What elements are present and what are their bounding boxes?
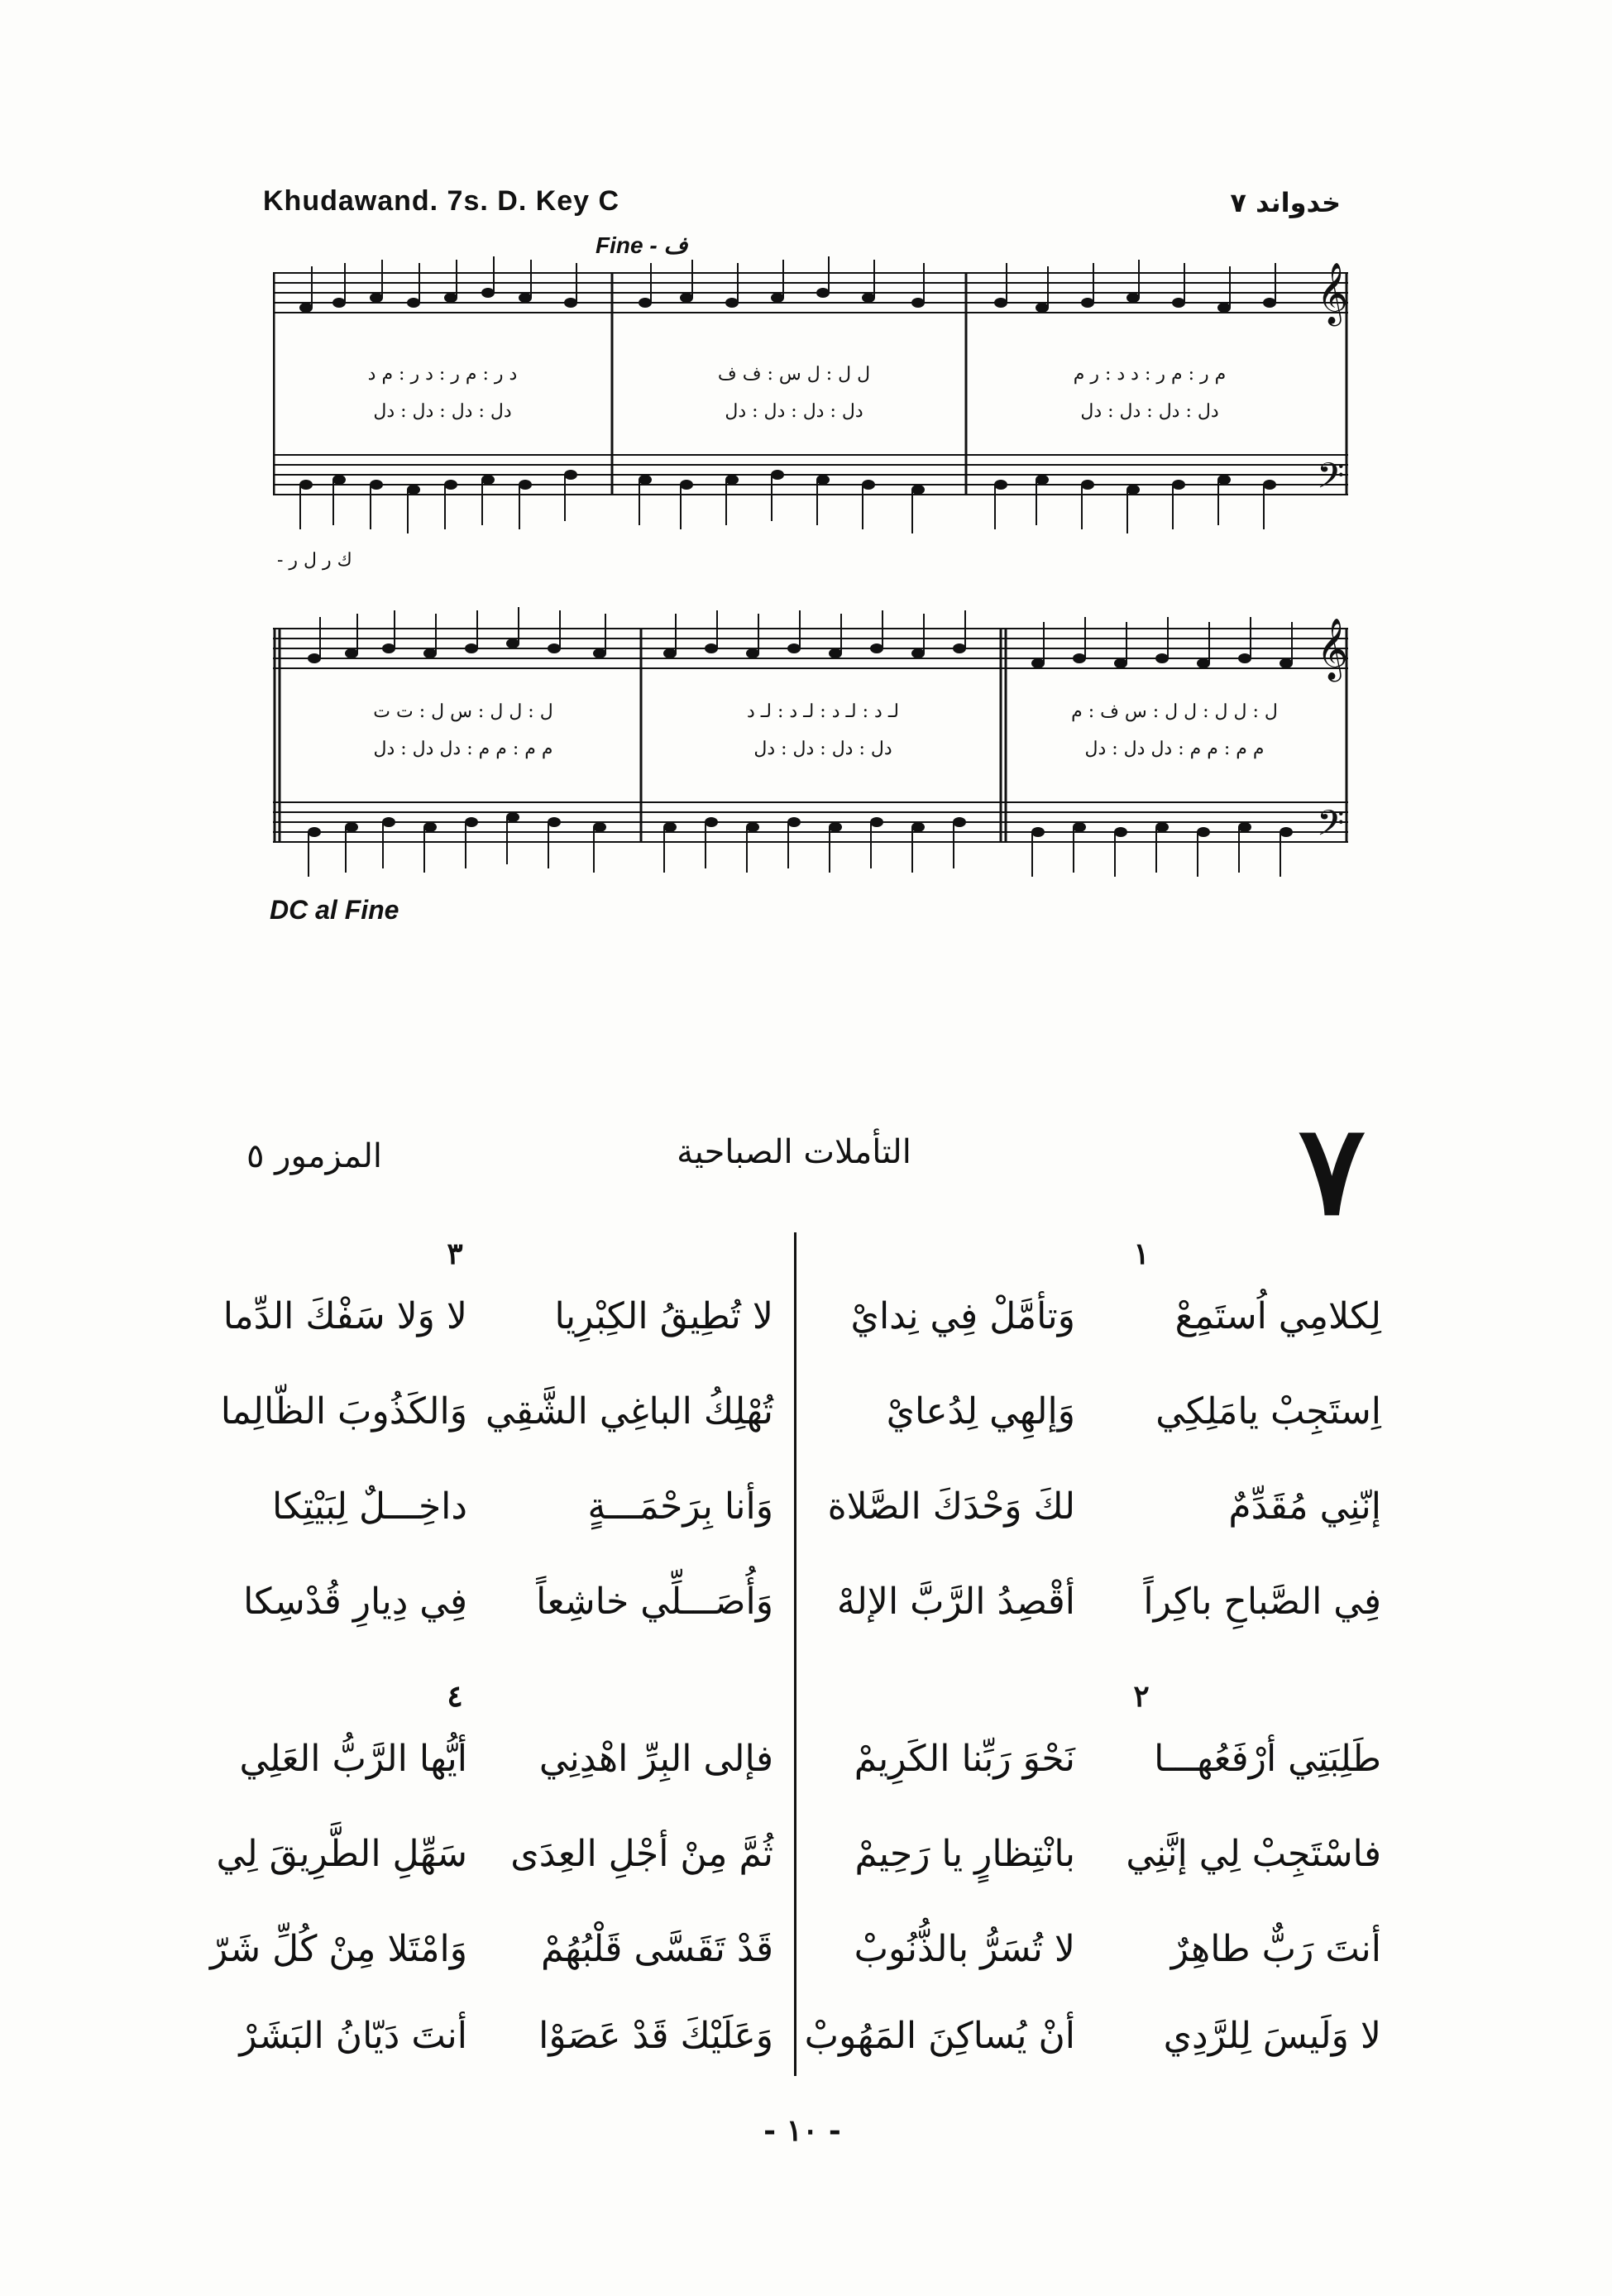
solfa-r2-m1-bottom: م م : م م : دل دل : دل xyxy=(373,739,553,759)
stanza-number-2: ٢ xyxy=(1133,1679,1150,1714)
verse-line: وَالكَذُوبَ الظّالِما xyxy=(220,1390,467,1433)
solfa-r2-rest-mark: ك ر ل ر - xyxy=(277,550,352,571)
verse-line: طَلِبَتِي أرْفَعُهـــا xyxy=(1154,1738,1381,1780)
verse-line: وَعَلَيْكَ قَدْ عَصَوْا xyxy=(538,2015,773,2057)
verse-line: داخِـــلٌ لِبَيْتِكا xyxy=(272,1485,467,1528)
verse-line: فِي الصَّباحِ باكِراً xyxy=(1143,1581,1381,1623)
verse-line: لكَ وَحْدَكَ الصَّلاة xyxy=(827,1485,1075,1528)
hymn-title: التأملات الصباحية xyxy=(677,1133,911,1171)
tune-name: Khudawand. 7s. D. Key C xyxy=(263,185,620,217)
dc-al-fine-label: DC al Fine xyxy=(270,895,399,925)
solfa-r2-m2-bottom: دل : دل : دل : دل xyxy=(753,739,892,759)
tune-arabic-name: خدواند ٧ xyxy=(1230,187,1341,218)
solfa-r2-m3-top: ل : ل ل : ل ل : س ف : م xyxy=(1071,701,1278,722)
column-divider xyxy=(794,1232,796,2076)
solfa-r2-m1-top: ل : ل ل : س ل : ت ت xyxy=(373,701,553,722)
stanza-number-4: ٤ xyxy=(447,1679,463,1714)
solfa-r2-m2-top: لـ د : لـ د : لـ د : لـ د xyxy=(747,701,899,722)
verse-line: أيُّها الرَّبُّ العَلِي xyxy=(239,1738,467,1780)
music-score-row-2 xyxy=(273,579,1348,893)
verse-line: وَأنا بِرَحْمَـــةٍ xyxy=(587,1485,773,1528)
solfa-r1-m1-top: د ر : م ر : د ر : م د xyxy=(367,364,518,385)
verse-line: فاسْتَجِبْ لِي إنَّنِي xyxy=(1126,1833,1381,1875)
verse-line: قَدْ تَقَسَّى قَلْبُهُمْ xyxy=(541,1928,773,1970)
verse-line: لِكلامِي اُستَمِعْ xyxy=(1174,1295,1381,1337)
solfa-r2-m3-bottom: م م : م م : دل دل : دل xyxy=(1084,739,1265,759)
verse-line: فِي دِيارِ قُدْسِكا xyxy=(243,1581,467,1623)
svg-text:𝄞: 𝄞 xyxy=(1317,619,1348,680)
verse-line: إنّنِي مُقَدِّمٌ xyxy=(1228,1485,1381,1528)
verse-line: أنتَ دَيّانُ البَشَرْ xyxy=(239,2015,467,2057)
verse-line: أنْ يُساكِنَ المَهُوبْ xyxy=(804,2015,1075,2057)
psalm-reference: المزمور ٥ xyxy=(246,1137,383,1175)
verse-line: بانْتِظارٍ يا رَحِيمْ xyxy=(854,1833,1075,1875)
fine-label: Fine - ف xyxy=(596,232,688,258)
verse-line: سَهِّلِ الطَّرِيقَ لِي xyxy=(216,1833,467,1875)
solfa-r1-m1-bottom: دل : دل : دل : دل xyxy=(373,401,512,422)
solfa-r1-m3-top: م ر : م ر : د د : ر م xyxy=(1073,364,1227,385)
verse-line: أنتَ رَبٌّ طاهِرٌ xyxy=(1170,1928,1381,1970)
verse-line: لا وَلا سَفْكَ الدِّما xyxy=(222,1295,467,1337)
verse-line: وَأُصَـــلِّي خاشِعاً xyxy=(536,1581,773,1623)
verse-line: اِستَجِبْ يامَلِكِي xyxy=(1155,1390,1381,1433)
verse-line: لا تُسَرُّ بالذُّنُوبْ xyxy=(854,1928,1075,1970)
stanza-number-3: ٣ xyxy=(447,1236,463,1271)
hymn-number: ٧ xyxy=(1299,1098,1366,1243)
verse-line: لا وَلَيسَ لِلرَّدِي xyxy=(1163,2015,1381,2057)
svg-text:𝄢: 𝄢 xyxy=(1317,803,1345,853)
verse-line: فإلى البِرِّ اهْدِنِي xyxy=(538,1738,773,1780)
svg-text:𝄞: 𝄞 xyxy=(1317,263,1348,324)
verse-line: نَحْوَ رَبِّنا الكَرِيمْ xyxy=(854,1738,1075,1780)
verse-line: لا تُطِيقُ الكِبْرِيا xyxy=(554,1295,773,1337)
verse-line: ثُمَّ مِنْ أجْلِ العِدَى xyxy=(510,1833,773,1875)
solfa-r1-m2-top: ل ل : ل س : ف ف xyxy=(717,364,871,385)
solfa-r1-m2-bottom: دل : دل : دل : دل xyxy=(725,401,863,422)
svg-text:𝄢: 𝄢 xyxy=(1317,456,1345,505)
verse-line: وَتأمَّلْ فِي نِدايْ xyxy=(850,1295,1075,1337)
verse-line: وَإلهِي لِدُعايْ xyxy=(886,1390,1075,1433)
verse-line: وَامْتَلا مِنْ كُلِّ شَرّ xyxy=(209,1928,467,1970)
verse-line: أقْصِدُ الرَّبَّ الإلهْ xyxy=(836,1581,1075,1623)
page-number: - ١٠ - xyxy=(763,2113,841,2148)
stanza-number-1: ١ xyxy=(1133,1236,1150,1271)
verse-line: تُهْلِكُ الباغِي الشَّقِي xyxy=(486,1390,773,1433)
solfa-r1-m3-bottom: دل : دل : دل : دل xyxy=(1080,401,1219,422)
